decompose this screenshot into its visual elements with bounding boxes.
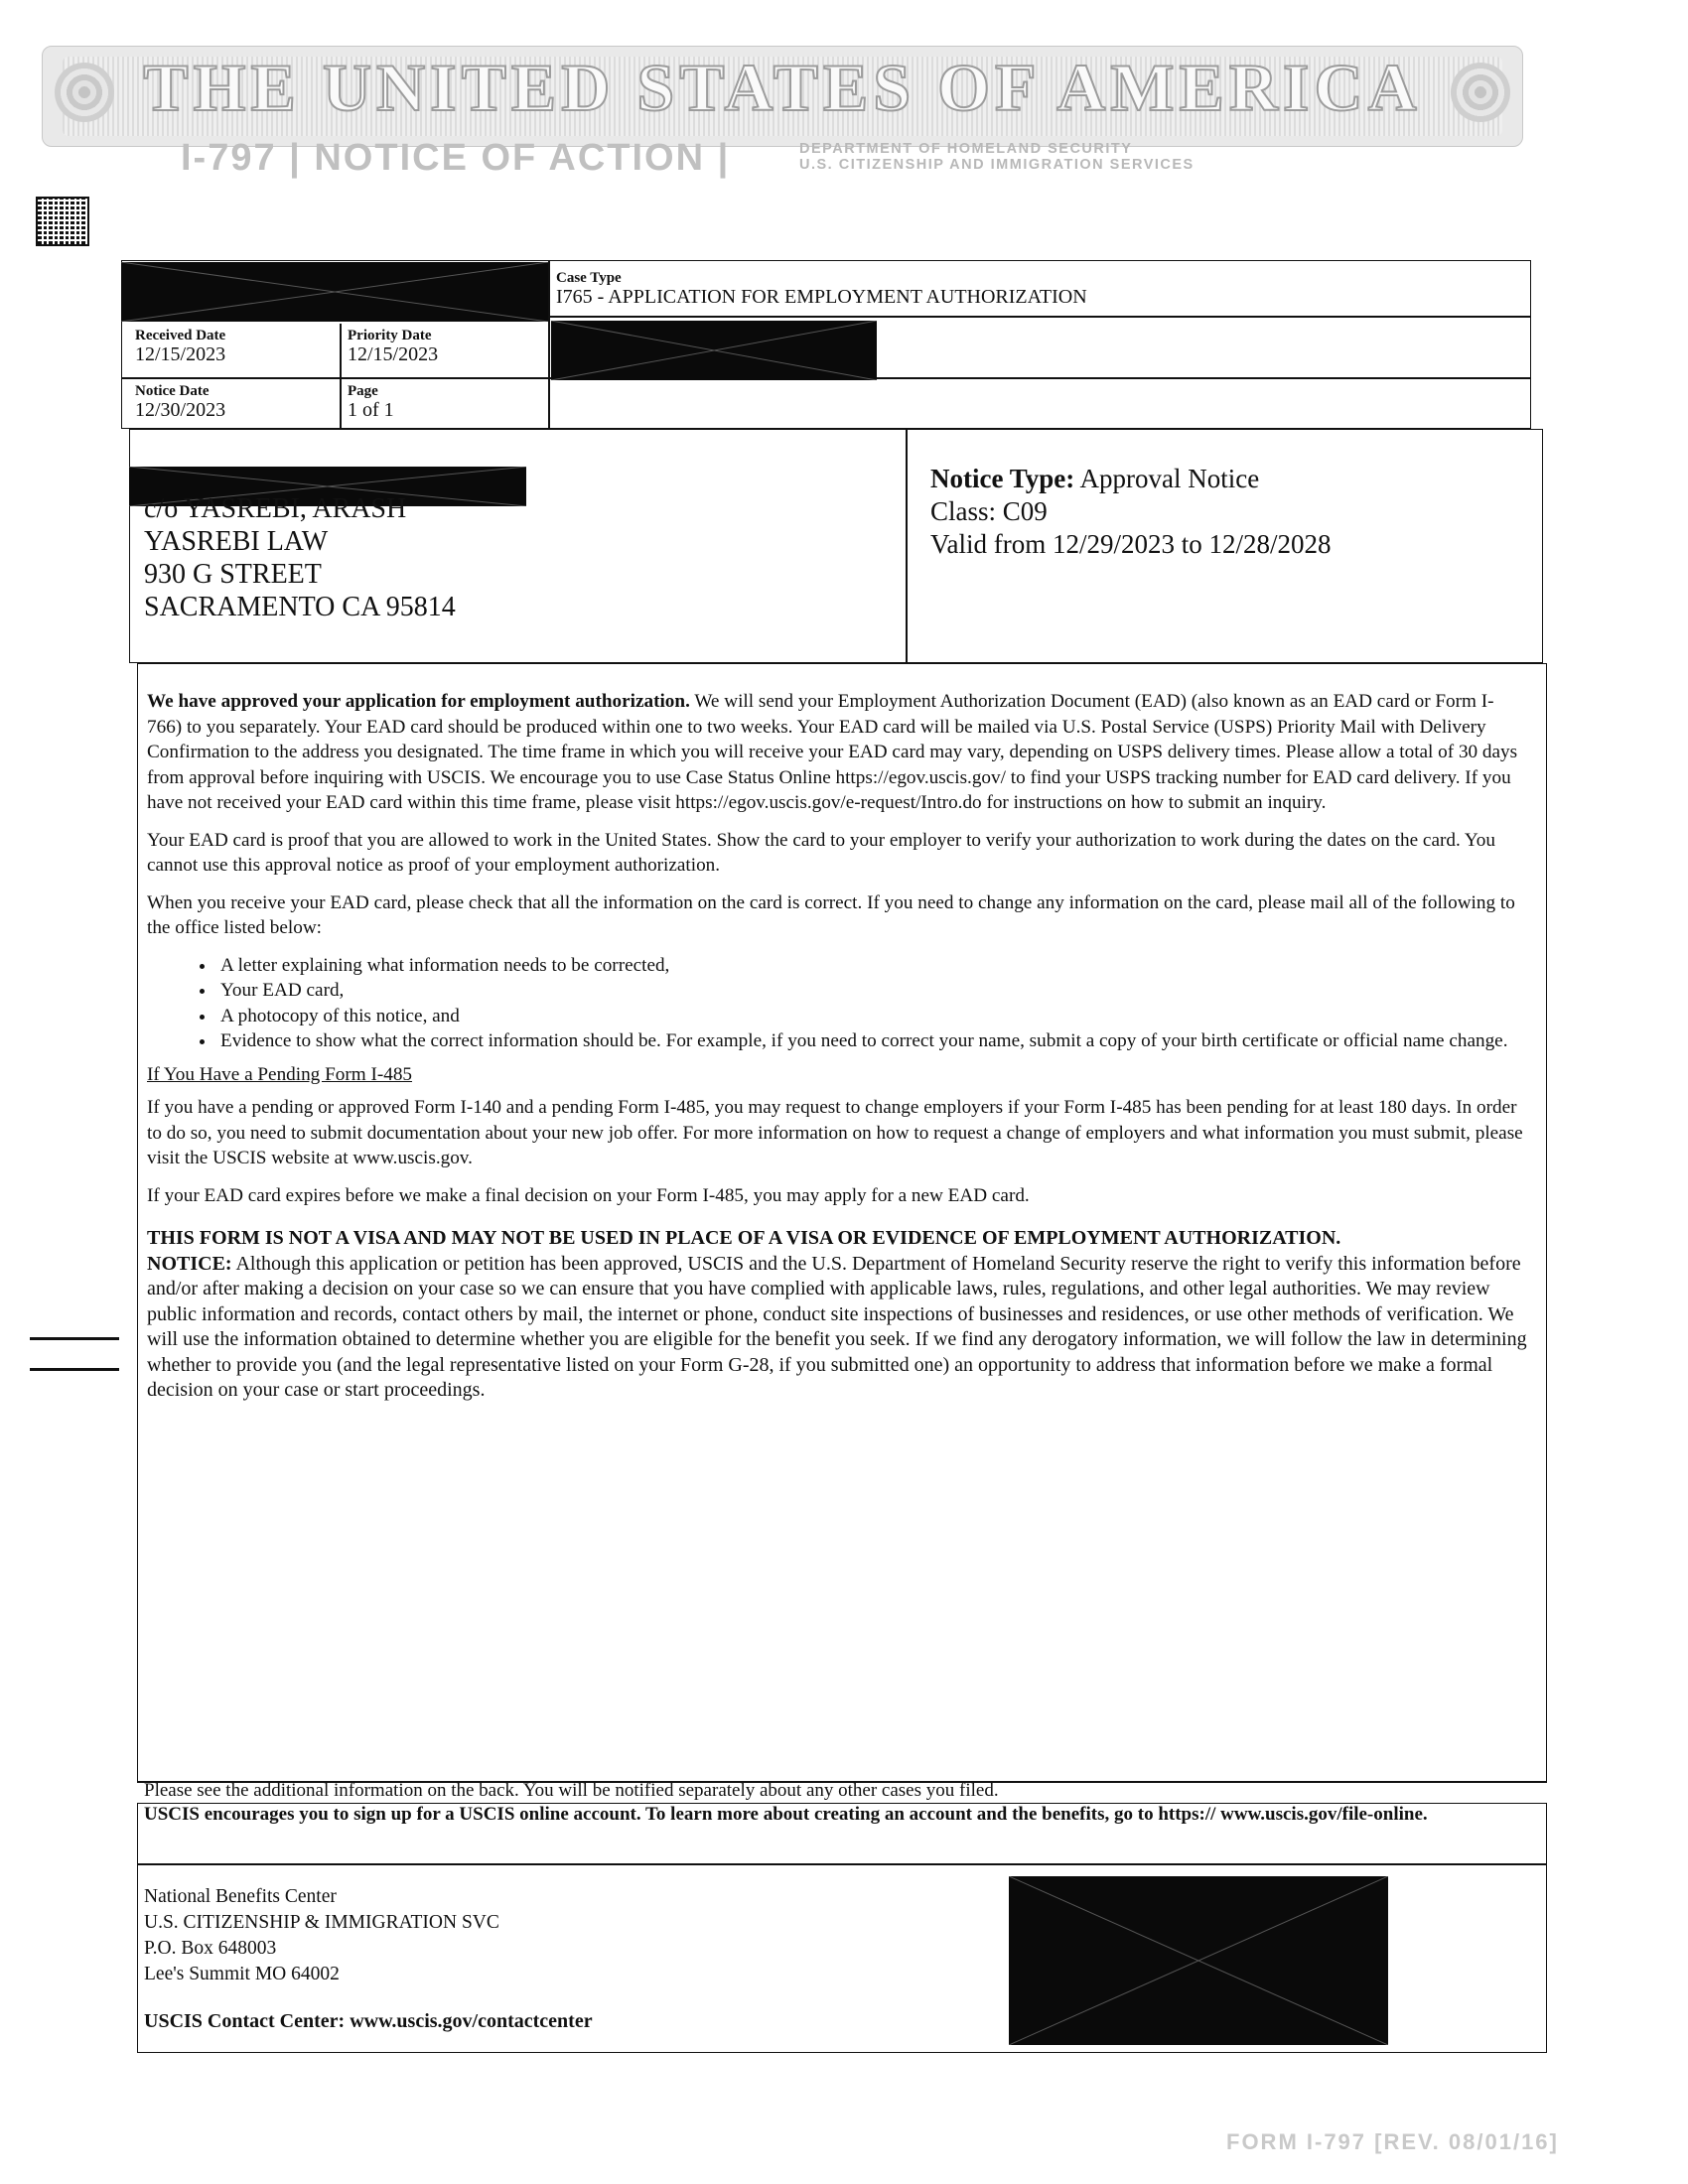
- paragraph-notice: [147, 1226, 1527, 1404]
- office-address: [144, 1884, 499, 1987]
- address-line: YASREBI LAW: [144, 526, 329, 557]
- received-date-value: 12/15/2023: [135, 343, 226, 365]
- page-value: 1 of 1: [348, 399, 394, 421]
- office-line: P.O. Box 648003: [144, 1938, 277, 1959]
- priority-date-label: Priority Date: [348, 328, 432, 343]
- online-account-notice: USCIS encourages you to sign up for a USCIS online account. To learn more about creating an account and the benefits, go to https:// www.uscis.gov/file-online.: [144, 1804, 1428, 1825]
- list-item: • Your EAD card,: [216, 978, 1527, 1004]
- contact-center: USCIS Contact Center: www.uscis.gov/contactcenter: [144, 2010, 593, 2032]
- notice-date-label: Notice Date: [135, 383, 210, 399]
- priority-date-cell: [348, 328, 438, 365]
- header-banner: [42, 46, 1523, 147]
- notice-text: Although this application or petition has been approved, USCIS and the U.S. Department of Homeland Security reserve the right to verify this information before and/or after making a decision on your case so we can ensure that you have complied with applicable laws, rules, regulations, and other legal authorities. We may review public information and records, contact others by mail, the internet or phone, conduct site inspections of businesses and residences, or use other methods of verification. We will use the information obtained to determine whether you are eligible for the benefit you seek. If we find any derogatory information, we will follow the law in determining whether to provide you (and the legal representative listed on your Form G-28, if you submitted one) an opportunity to address that information before we make a formal decision on your case or start proceedings.: [147, 1252, 1527, 1401]
- margin-mark: [30, 1368, 119, 1371]
- correction-list: [147, 953, 1527, 1054]
- paragraph-i485: If you have a pending or approved Form I-140 and a pending Form I-485, you may request to change employers if your Form I-485 has been pending for at least 180 days. In order to do so, you need to submit documentation about your new job offer. For more information on how to request a change of employers and what information you must submit, please visit the USCIS website at www.uscis.gov.: [147, 1097, 1523, 1168]
- table-divider: [121, 377, 548, 379]
- address-line: SACRAMENTO CA 95814: [144, 592, 456, 622]
- not-a-visa-warning: THIS FORM IS NOT A VISA AND MAY NOT BE USED IN PLACE OF A VISA OR EVIDENCE OF EMPLOYMENT AUTHORIZATION.: [147, 1227, 1341, 1249]
- address-line: c/o YASREBI, ARASH: [144, 493, 407, 524]
- notice-type-value: Approval Notice: [1074, 464, 1260, 493]
- additional-info-line: Please see the additional information on the back. You will be notified separately about any other cases you filed.: [144, 1780, 999, 1801]
- department-name: [799, 141, 1195, 173]
- paragraph-approval: [147, 689, 1527, 816]
- approval-statement: We have approved your application for employment authorization.: [147, 691, 690, 712]
- notice-validity: Valid from 12/29/2023 to 12/28/2028: [930, 529, 1332, 559]
- notice-date-value: 12/30/2023: [135, 399, 226, 421]
- case-type-cell: [556, 270, 1087, 308]
- department-line-1: DEPARTMENT OF HOMELAND SECURITY: [799, 141, 1133, 157]
- notice-label: NOTICE:: [147, 1252, 232, 1275]
- i485-heading: If You Have a Pending Form I-485: [147, 1063, 413, 1085]
- page-label: Page: [348, 383, 378, 399]
- redacted-block: [121, 262, 548, 322]
- notice-class: Class: C09: [930, 496, 1048, 526]
- paragraph-ead-proof: Your EAD card is proof that you are allowed to work in the United States. Show the card to your employer to verify your authorization to work during the dates on the card. You cannot use this approval notice as proof of your employment authorization.: [147, 829, 1495, 876]
- margin-mark: [30, 1337, 119, 1340]
- page-cell: [348, 383, 394, 421]
- mailing-address: [144, 492, 456, 623]
- form-number: FORM I-797 [REV. 08/01/16]: [1226, 2129, 1559, 2154]
- office-line: U.S. CITIZENSHIP & IMMIGRATION SVC: [144, 1912, 499, 1933]
- received-date-cell: [135, 328, 225, 365]
- office-line: Lee's Summit MO 64002: [144, 1964, 340, 1984]
- notice-body: [147, 689, 1527, 1404]
- office-line: National Benefits Center: [144, 1886, 337, 1907]
- case-type-label: Case Type: [556, 270, 622, 286]
- list-item: • A letter explaining what information needs to be corrected,: [216, 953, 1527, 979]
- notice-type-label: Notice Type:: [930, 464, 1075, 493]
- notice-type: [930, 463, 1331, 495]
- paragraph-ead-expiry: If your EAD card expires before we make a final decision on your Form I-485, you may apply for a new EAD card.: [147, 1184, 1030, 1206]
- banner-title: THE UNITED STATES OF AMERICA: [143, 50, 1422, 125]
- notice-details: [930, 463, 1331, 561]
- received-date-label: Received Date: [135, 328, 226, 343]
- approval-details: We will send your Employment Authorization Document (EAD) (also known as an EAD card or Form I-766) to you separately. Your EAD card should be produced within one to two weeks. Your EAD card will be mailed via U.S. Postal Service (USPS) Priority Mail with Delivery Confirmation to the address you designated. The time frame in which you will receive your EAD card may vary, depending on USPS delivery times. Please allow a total of 30 days from approval before inquiring with USCIS. We encourage you to use Case Status Online https://egov.uscis.gov/ to find your USPS tracking number for EAD card delivery. If you have not received your EAD card within this time frame, please visit https://egov.uscis.gov/e-request/Intro.do for instructions on how to submit an inquiry.: [147, 691, 1518, 813]
- notice-date-cell: [135, 383, 225, 421]
- priority-date-value: 12/15/2023: [348, 343, 439, 365]
- department-line-2: U.S. CITIZENSHIP AND IMMIGRATION SERVICES: [799, 157, 1195, 173]
- address-divider: [906, 429, 908, 663]
- redacted-block: [1009, 1876, 1388, 2045]
- barcode-icon: [36, 197, 89, 246]
- notice-of-action-title: I-797 | NOTICE OF ACTION |: [181, 137, 731, 179]
- list-item: • A photocopy of this notice, and: [216, 1004, 1527, 1029]
- address-line: 930 G STREET: [144, 559, 322, 590]
- paragraph-check-card: When you receive your EAD card, please check that all the information on the card is correct. If you need to change any information on the card, please mail all of the following to the office listed below:: [147, 891, 1515, 938]
- list-item: • Evidence to show what the correct information should be. For example, if you need to correct your name, submit a copy of your birth certificate or official name change.: [216, 1028, 1527, 1054]
- redacted-block: [551, 321, 877, 380]
- table-divider: [548, 260, 550, 429]
- case-type-value: I765 - APPLICATION FOR EMPLOYMENT AUTHORIZATION: [556, 286, 1087, 308]
- table-divider: [340, 324, 342, 429]
- table-divider: [548, 316, 1531, 318]
